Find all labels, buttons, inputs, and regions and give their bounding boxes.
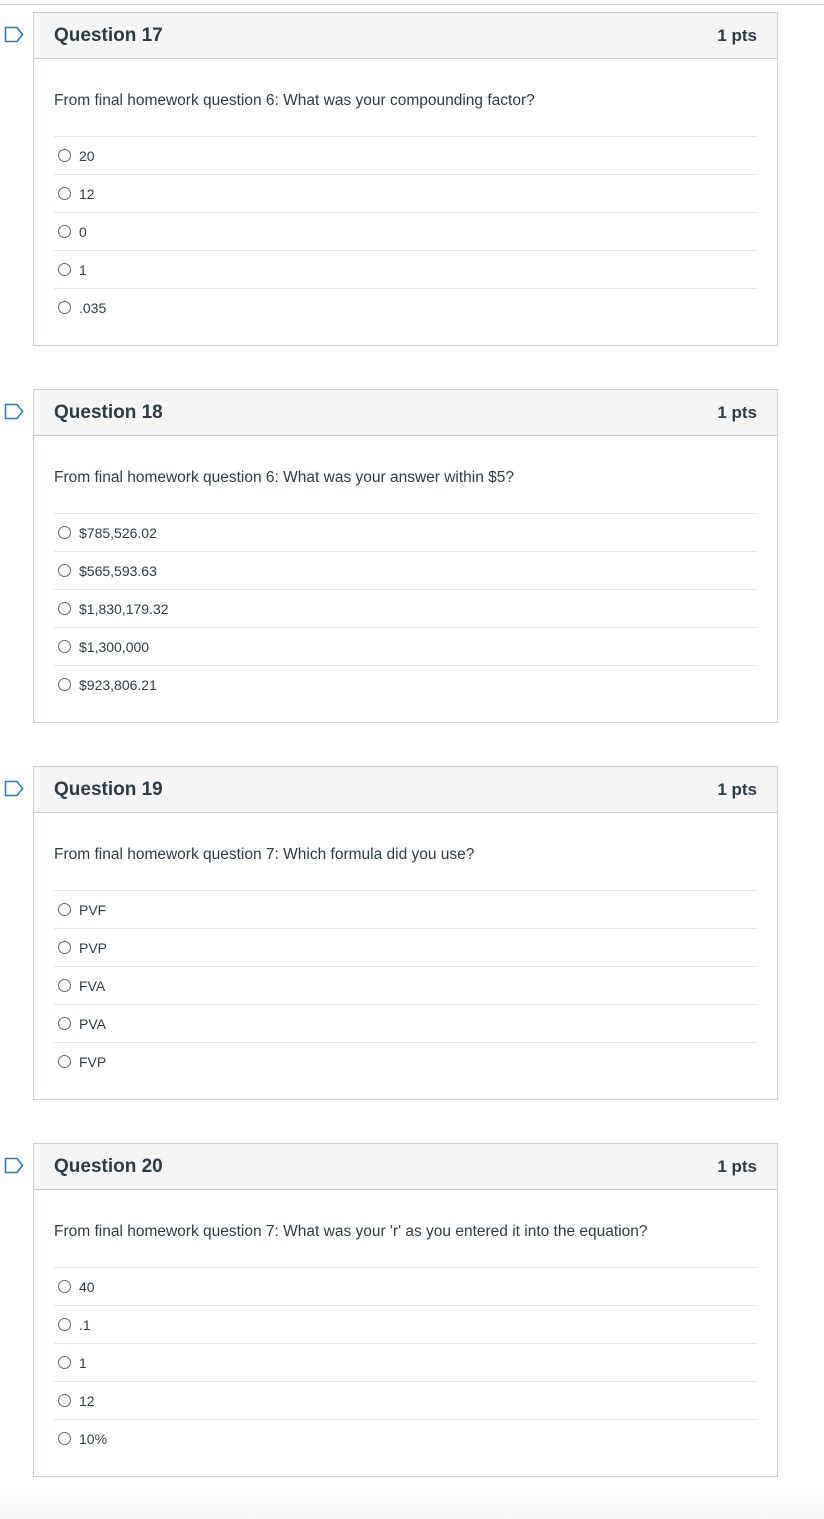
answer-option[interactable] xyxy=(54,929,757,967)
answer-option[interactable] xyxy=(54,1005,757,1043)
answer-option[interactable] xyxy=(54,1382,757,1420)
answer-option[interactable] xyxy=(54,137,757,175)
question-body xyxy=(34,813,777,1080)
answer-option[interactable] xyxy=(54,666,757,703)
question-header xyxy=(34,390,777,436)
answer-option[interactable] xyxy=(54,514,757,552)
question-card xyxy=(33,766,778,1100)
question-card xyxy=(33,12,778,346)
question-points: 1 pts xyxy=(717,402,757,422)
answer-label: FVA xyxy=(79,977,106,994)
answer-option[interactable] xyxy=(54,1344,757,1382)
question-body xyxy=(34,436,777,703)
answer-list xyxy=(54,136,757,326)
flag-question-icon[interactable] xyxy=(4,26,24,43)
question-points: 1 pts xyxy=(717,779,757,799)
answer-option[interactable] xyxy=(54,1268,757,1306)
page-bottom-fade xyxy=(0,1490,824,1519)
answer-label: .035 xyxy=(79,299,107,316)
question-text: From final homework question 6: What was your compounding factor? xyxy=(54,92,535,109)
answer-label: .1 xyxy=(79,1316,91,1333)
answer-label: $565,593.63 xyxy=(79,562,157,579)
answer-label: 40 xyxy=(79,1278,95,1295)
radio-button-icon[interactable] xyxy=(58,1017,71,1030)
radio-button-icon[interactable] xyxy=(58,1280,71,1293)
radio-button-icon[interactable] xyxy=(58,564,71,577)
answer-label: 1 xyxy=(79,261,87,278)
answer-label: 1 xyxy=(79,1354,87,1371)
question-body xyxy=(34,1190,777,1457)
answer-label: $923,806.21 xyxy=(79,676,157,693)
question-header xyxy=(34,1144,777,1190)
radio-button-icon[interactable] xyxy=(58,187,71,200)
question-card xyxy=(33,1143,778,1477)
answer-label: 10% xyxy=(79,1430,108,1447)
question-header xyxy=(34,13,777,59)
question-text: From final homework question 6: What was your answer within $5? xyxy=(54,469,515,486)
answer-label: 12 xyxy=(79,185,95,202)
answer-label: FVP xyxy=(79,1053,107,1070)
answer-option[interactable] xyxy=(54,967,757,1005)
question-title: Question 17 xyxy=(54,24,163,46)
radio-button-icon[interactable] xyxy=(58,225,71,238)
question-header xyxy=(34,767,777,813)
answer-option[interactable] xyxy=(54,213,757,251)
question-title: Question 18 xyxy=(54,401,163,423)
radio-button-icon[interactable] xyxy=(58,1356,71,1369)
answer-option[interactable] xyxy=(54,552,757,590)
question-points: 1 pts xyxy=(717,1156,757,1176)
question-card xyxy=(33,389,778,723)
answer-option[interactable] xyxy=(54,891,757,929)
answer-list xyxy=(54,890,757,1080)
radio-button-icon[interactable] xyxy=(58,979,71,992)
radio-button-icon[interactable] xyxy=(58,149,71,162)
answer-option[interactable] xyxy=(54,175,757,213)
answer-option[interactable] xyxy=(54,1306,757,1344)
flag-question-icon[interactable] xyxy=(4,1157,24,1174)
radio-button-icon[interactable] xyxy=(58,1055,71,1068)
answer-option[interactable] xyxy=(54,289,757,326)
flag-question-icon[interactable] xyxy=(4,780,24,797)
radio-button-icon[interactable] xyxy=(58,903,71,916)
radio-button-icon[interactable] xyxy=(58,602,71,615)
question-points: 1 pts xyxy=(717,25,757,45)
radio-button-icon[interactable] xyxy=(58,678,71,691)
answer-label: PVF xyxy=(79,901,107,918)
answer-option[interactable] xyxy=(54,1043,757,1080)
top-divider xyxy=(0,4,824,5)
answer-label: $1,830,179.32 xyxy=(79,600,169,617)
answer-list xyxy=(54,1267,757,1457)
answer-list xyxy=(54,513,757,703)
answer-option[interactable] xyxy=(54,1420,757,1457)
question-title: Question 20 xyxy=(54,1155,163,1177)
radio-button-icon[interactable] xyxy=(58,301,71,314)
radio-button-icon[interactable] xyxy=(58,263,71,276)
question-title: Question 19 xyxy=(54,778,163,800)
radio-button-icon[interactable] xyxy=(58,1394,71,1407)
answer-label: 20 xyxy=(79,147,95,164)
answer-option[interactable] xyxy=(54,628,757,666)
answer-option[interactable] xyxy=(54,251,757,289)
answer-option[interactable] xyxy=(54,590,757,628)
answer-label: 0 xyxy=(79,223,87,240)
question-text: From final homework question 7: Which formula did you use? xyxy=(54,846,475,863)
flag-question-icon[interactable] xyxy=(4,403,24,420)
answer-label: $785,526.02 xyxy=(79,524,157,541)
answer-label: $1,300,000 xyxy=(79,638,150,655)
radio-button-icon[interactable] xyxy=(58,1432,71,1445)
radio-button-icon[interactable] xyxy=(58,941,71,954)
answer-label: PVA xyxy=(79,1015,106,1032)
answer-label: 12 xyxy=(79,1392,95,1409)
radio-button-icon[interactable] xyxy=(58,1318,71,1331)
question-text: From final homework question 7: What was your 'r' as you entered it into the equation? xyxy=(54,1223,648,1240)
radio-button-icon[interactable] xyxy=(58,640,71,653)
radio-button-icon[interactable] xyxy=(58,526,71,539)
question-body xyxy=(34,59,777,326)
answer-label: PVP xyxy=(79,939,108,956)
